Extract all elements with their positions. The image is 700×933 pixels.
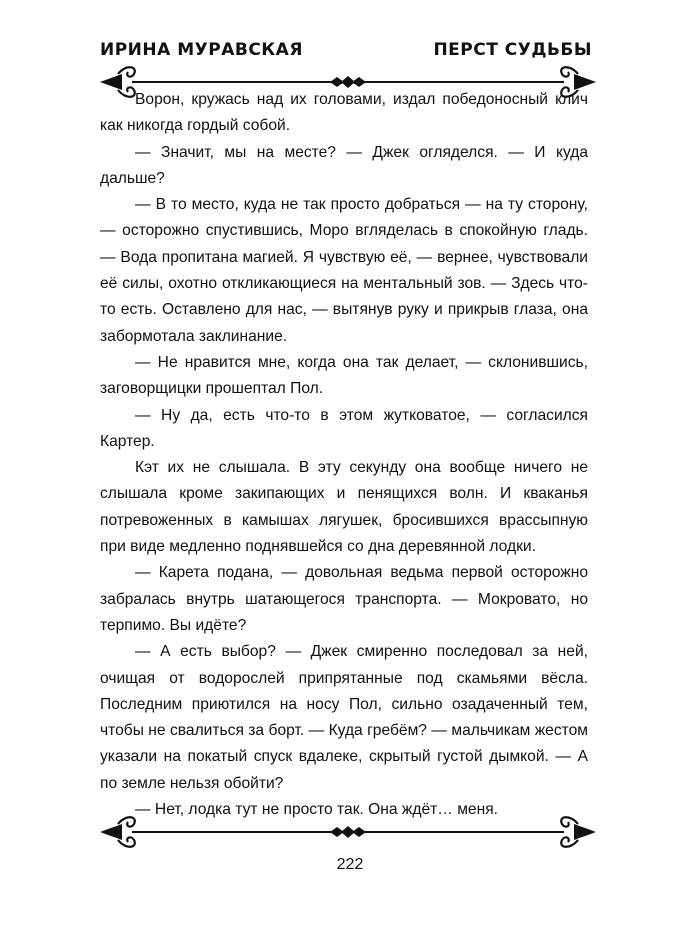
paragraph: — Нет, лодка тут не просто так. Она ждёт… меня. bbox=[135, 801, 498, 819]
paragraph: — Не нравится мне, когда она так делает, — склонившись, заговорщицки прошептал Пол. bbox=[100, 353, 588, 398]
chapter-text bbox=[100, 87, 588, 823]
paragraph: — Карета подана, — довольная ведьма первой осторожно забралась внутрь шатающегося транспорта. — Мокровато, но терпимо. Вы идёте? bbox=[100, 564, 588, 634]
bottom-ornament-divider bbox=[98, 812, 598, 852]
page-number: 222 bbox=[336, 856, 364, 873]
paragraph: — Значит, мы на месте? — Джек огляделся. — И куда дальше? bbox=[100, 143, 588, 187]
book-title: ПЕРСТ СУДЬБЫ bbox=[433, 40, 592, 60]
paragraph: — А есть выбор? — Джек смиренно последовал за ней, очищая от водорослей припрятанные под скамьями вёсла. Последним приютился на носу Пол, сильно озадаченный тем, чтобы не свалиться за борт. — Куда гребём? — мальчикам жестом указали на покатый спуск вдалеке, скрытый густой дымкой. — А по земле нельзя обойти? bbox=[100, 643, 588, 792]
paragraph: Кэт их не слышала. В эту секунду она вообще ничего не слышала кроме закипающих и пенящихся волн. И кваканья потревоженных в камышах лягушек, бросившихся врассыпную при виде медленно поднявшейся со дна деревянной лодки. bbox=[100, 459, 588, 556]
paragraph: — В то место, куда не так просто добраться — на ту сторону, — осторожно спустившись, Моро вглядeлась в спокойную гладь. — Вода пропитана магией. Я чувствую её, — вернее, чувствовали её силы, охотно откликающиеся на ментальный зов. — Здесь что-то есть. Оставлено для нас, — вытянув руку и прикрыв глаза, она забормотала заклинание. bbox=[100, 196, 588, 345]
author-name: ИРИНА МУРАВСКАЯ bbox=[100, 40, 303, 60]
paragraph: Ворон, кружась над их головами, издал победоносный клич как никогда гордый собой. bbox=[100, 91, 588, 135]
paragraph: — Ну да, есть что-то в этом жутковатое, — согласился Картер. bbox=[100, 406, 588, 450]
